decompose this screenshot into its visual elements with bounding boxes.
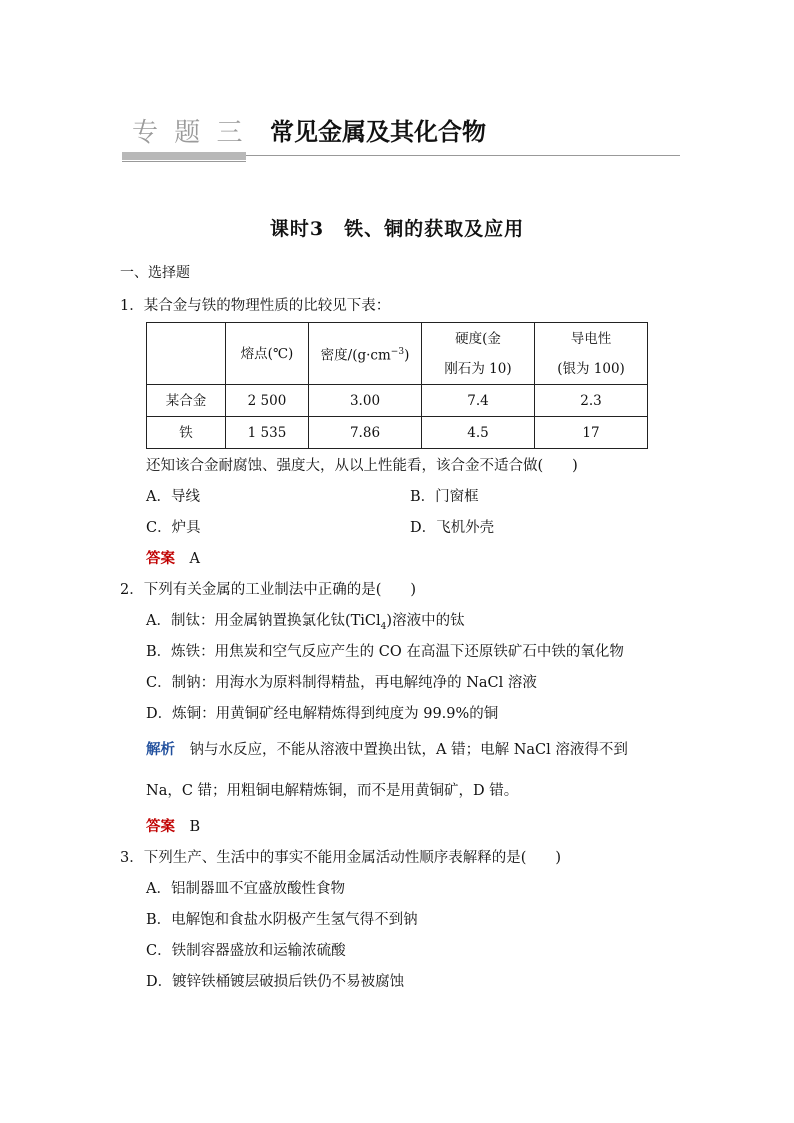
table-row <box>147 417 648 449</box>
answer-value: A <box>189 551 200 567</box>
q1-option-b: B．门窗框 <box>410 489 479 505</box>
table-header-cell <box>147 323 226 385</box>
q2-option-b: B．炼铁：用焦炭和空气反应产生的 CO 在高温下还原铁矿石中铁的氧化物 <box>146 644 624 660</box>
answer-label: 答案 <box>146 818 175 835</box>
q2-analysis-cont: Na，C 错；用粗铜电解精炼铜，而不是用黄铜矿，D 错。 <box>146 783 519 799</box>
table-header-row <box>147 323 648 385</box>
q1-option-c: C．炉具 <box>146 520 201 536</box>
table-cell: 7.86 <box>309 417 422 449</box>
table-cell: 铁 <box>147 417 226 449</box>
answer-value: B <box>189 819 201 835</box>
answer-label: 答案 <box>146 550 175 567</box>
q1-option-a: A．导线 <box>146 489 200 505</box>
table-header-cell: 熔点(℃) <box>226 323 309 385</box>
table-row <box>147 385 648 417</box>
conductivity-header-2: (银为 100) <box>557 360 625 377</box>
density-close: ) <box>404 347 410 364</box>
density-exponent: −3 <box>390 346 405 357</box>
q2-option-c: C．制钠：用海水为原料制得精盐，再电解纯净的 NaCl 溶液 <box>146 675 537 691</box>
analysis-label: 解析 <box>146 741 175 758</box>
subscript: 4 <box>380 621 387 632</box>
table-header-cell <box>422 323 535 385</box>
header-bar <box>122 152 246 160</box>
q3-option-d: D．镀锌铁桶镀层破损后铁仍不易被腐蚀 <box>146 974 405 990</box>
header-divider <box>246 155 680 156</box>
density-header: 密度/(g·cm <box>320 347 391 364</box>
q2-option-a-tail: )溶液中的钛 <box>386 613 465 629</box>
q2-stem: 2．下列有关金属的工业制法中正确的是( ) <box>120 582 417 598</box>
table-cell: 17 <box>535 417 648 449</box>
table-cell: 3.00 <box>309 385 422 417</box>
table-cell: 1 535 <box>226 417 309 449</box>
table-cell: 7.4 <box>422 385 535 417</box>
chapter-title: 常见金属及其化合物 <box>270 118 486 146</box>
q2-analysis <box>146 738 628 759</box>
table-header-cell <box>535 323 648 385</box>
q1-followup: 还知该合金耐腐蚀、强度大，从以上性能看，该合金不适合做( ) <box>146 458 578 474</box>
table-header-cell <box>309 323 422 385</box>
q2-answer <box>146 815 200 836</box>
q3-option-c: C．铁制容器盛放和运输浓硫酸 <box>146 943 346 959</box>
table-cell: 4.5 <box>422 417 535 449</box>
table-cell: 2 500 <box>226 385 309 417</box>
q1-option-d: D．飞机外壳 <box>410 520 495 536</box>
table-cell: 某合金 <box>147 385 226 417</box>
conductivity-header: 导电性 <box>570 330 612 347</box>
analysis-text: 钠与水反应，不能从溶液中置换出钛，A 错；电解 NaCl 溶液得不到 <box>189 742 628 758</box>
q3-option-b: B．电解饱和食盐水阴极产生氢气得不到钠 <box>146 912 418 928</box>
topic-label: 专 题 三 <box>132 118 247 148</box>
q1-stem: 1．某合金与铁的物理性质的比较见下表： <box>120 298 391 314</box>
hardness-header-2: 刚石为 10) <box>444 360 512 377</box>
q3-option-a: A．铝制器皿不宜盛放酸性食物 <box>146 881 345 897</box>
hardness-header: 硬度(金 <box>455 330 501 347</box>
q2-option-a-text: A．制钛：用金属钠置换氯化钛(TiCl <box>146 613 381 629</box>
q3-stem: 3．下列生产、生活中的事实不能用金属活动性顺序表解释的是( ) <box>120 850 562 866</box>
section-heading: 一、选择题 <box>120 265 190 281</box>
property-table <box>146 322 648 449</box>
q2-option-a <box>146 609 465 632</box>
q1-answer <box>146 547 200 568</box>
header-divider-short <box>122 161 246 162</box>
lesson-title: 课时3 铁、铜的获取及应用 <box>269 218 525 240</box>
table-cell: 2.3 <box>535 385 648 417</box>
q2-option-d: D．炼铜：用黄铜矿经电解精炼得到纯度为 99.9%的铜 <box>146 706 499 722</box>
